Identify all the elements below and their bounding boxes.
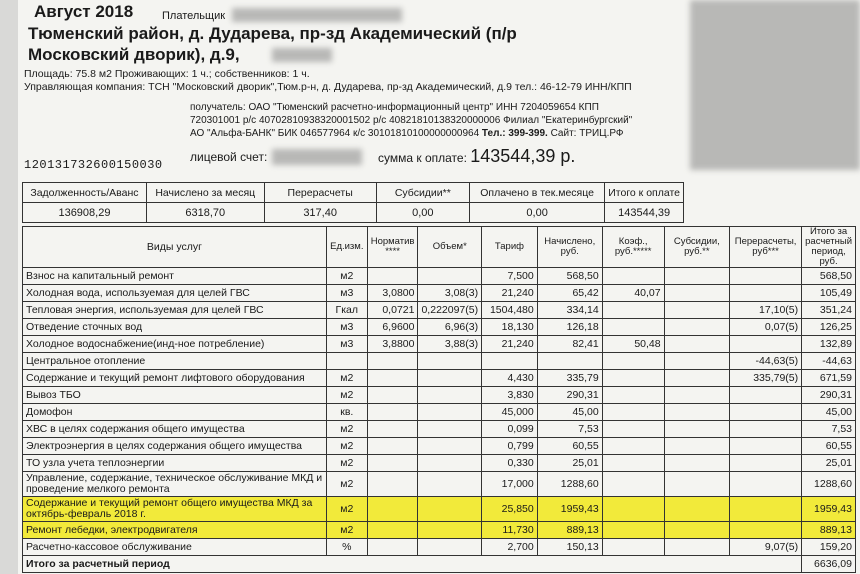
coef (602, 370, 664, 387)
management-company: Управляющая компания: ТСН "Московский дворик",Тюм.р-н, д. Дударева, пр-зд Академический, д.9 тел.: 46-12-79 ИНН/КПП (24, 81, 632, 93)
unit: м2 (326, 455, 367, 472)
unit: м2 (326, 438, 367, 455)
table-row (23, 421, 856, 438)
amount-due-label: сумма к оплате: (378, 151, 467, 165)
volume (418, 268, 482, 285)
table-row (23, 539, 856, 556)
billing-month: Август 2018 (34, 2, 134, 21)
service-name: Холодное водоснабжение(инд-ное потребление) (23, 336, 327, 353)
unit: м2 (326, 472, 367, 497)
table-row (23, 438, 856, 455)
recipient-line-3 (190, 128, 624, 139)
unit: м3 (326, 319, 367, 336)
col-recalc: Перерасчеты, руб*** (730, 227, 802, 268)
tariff: 7,500 (482, 268, 538, 285)
unit: м2 (326, 387, 367, 404)
col-coef: Коэф., руб.***** (602, 227, 664, 268)
subsidy (664, 455, 729, 472)
norm (367, 268, 418, 285)
norm (367, 387, 418, 404)
charged (537, 353, 602, 370)
unit: кв. (326, 404, 367, 421)
col-service: Виды услуг (23, 227, 327, 268)
table-row (23, 472, 856, 497)
service-name: Домофон (23, 404, 327, 421)
table-row (23, 319, 856, 336)
unit: м2 (326, 522, 367, 539)
norm (367, 522, 418, 539)
unit: м2 (326, 268, 367, 285)
recalc (730, 438, 802, 455)
summary-header: Перерасчеты (264, 183, 376, 203)
service-name: Управление, содержание, техническое обслуживание МКД и проведение мелкого ремонта (23, 472, 327, 497)
table-row (23, 336, 856, 353)
subsidy (664, 522, 729, 539)
row-total: 671,59 (802, 370, 856, 387)
redacted-payer-name (232, 8, 402, 22)
recipient-line-2: 720301001 р/с 40702810938320001502 р/с 40821810138320000006 Филиал "Екатеринбургский" (190, 115, 633, 126)
charged: 334,14 (537, 302, 602, 319)
summary-header: Оплачено в тек.месяце (469, 183, 604, 203)
tariff: 2,700 (482, 539, 538, 556)
norm (367, 497, 418, 522)
coef (602, 319, 664, 336)
coef: 40,07 (602, 285, 664, 302)
volume (418, 370, 482, 387)
row-total: 1288,60 (802, 472, 856, 497)
table-row (23, 387, 856, 404)
volume (418, 539, 482, 556)
recalc: 9,07(5) (730, 539, 802, 556)
subsidy-value: 0,00 (376, 203, 469, 223)
volume (418, 472, 482, 497)
charged: 290,31 (537, 387, 602, 404)
tariff: 25,850 (482, 497, 538, 522)
coef (602, 404, 664, 421)
charged: 45,00 (537, 404, 602, 421)
period-total-label: Итого за расчетный период (23, 556, 802, 573)
subsidy (664, 302, 729, 319)
norm: 3,8800 (367, 336, 418, 353)
service-name: ТО узла учета теплоэнергии (23, 455, 327, 472)
unit: м2 (326, 497, 367, 522)
norm (367, 438, 418, 455)
address-line-1: Тюменский район, д. Дударева, пр-зд Академический (п/р (28, 24, 517, 43)
period-total-row (23, 556, 856, 573)
subsidy (664, 370, 729, 387)
total-due-value: 143544,39 (605, 203, 684, 223)
service-name: Тепловая энергия, используемая для целей ГВС (23, 302, 327, 319)
volume (418, 353, 482, 370)
address-line-2: Московский дворик), д.9, (28, 45, 240, 64)
redacted-apartment (272, 48, 332, 62)
coef (602, 268, 664, 285)
service-name: ХВС в целях содержания общего имущества (23, 421, 327, 438)
charged: 65,42 (537, 285, 602, 302)
summary-values (23, 203, 684, 223)
unit: Гкал (326, 302, 367, 319)
table-row (23, 497, 856, 522)
period-total-value: 6636,09 (802, 556, 856, 573)
norm (367, 421, 418, 438)
charged-value: 6318,70 (146, 203, 264, 223)
tariff: 21,240 (482, 285, 538, 302)
charged: 889,13 (537, 522, 602, 539)
service-name: Расчетно-кассовое обслуживание (23, 539, 327, 556)
website: Сайт: ТРИЦ.РФ (550, 128, 624, 139)
col-norm: Норматив **** (367, 227, 418, 268)
recalc: 0,07(5) (730, 319, 802, 336)
redacted-account-number (272, 149, 362, 165)
table-row (23, 285, 856, 302)
recalc (730, 285, 802, 302)
row-total: -44,63 (802, 353, 856, 370)
recalc (730, 387, 802, 404)
summary-header: Субсидии** (376, 183, 469, 203)
row-total: 1959,43 (802, 497, 856, 522)
subsidy (664, 353, 729, 370)
col-total: Итого за расчетный период, руб. (802, 227, 856, 268)
charged: 126,18 (537, 319, 602, 336)
charged: 1288,60 (537, 472, 602, 497)
recalc-value: 317,40 (264, 203, 376, 223)
charged: 7,53 (537, 421, 602, 438)
table-row (23, 268, 856, 285)
volume (418, 438, 482, 455)
charged: 1959,43 (537, 497, 602, 522)
coef (602, 539, 664, 556)
table-row (23, 455, 856, 472)
phone: Тел.: 399-399. (481, 128, 548, 139)
summary-header: Итого к оплате (605, 183, 684, 203)
table-row (23, 404, 856, 421)
volume: 6,96(3) (418, 319, 482, 336)
unit: % (326, 539, 367, 556)
norm: 0,0721 (367, 302, 418, 319)
volume (418, 387, 482, 404)
recalc (730, 455, 802, 472)
table-row (23, 522, 856, 539)
tariff: 45,000 (482, 404, 538, 421)
volume (418, 497, 482, 522)
row-total: 351,24 (802, 302, 856, 319)
volume (418, 421, 482, 438)
barcode-number: 120131732600150030 (24, 158, 163, 172)
charged: 82,41 (537, 336, 602, 353)
recalc (730, 421, 802, 438)
table-row (23, 353, 856, 370)
charged: 25,01 (537, 455, 602, 472)
coef (602, 438, 664, 455)
recalc (730, 336, 802, 353)
col-volume: Объем* (418, 227, 482, 268)
norm (367, 370, 418, 387)
norm: 6,9600 (367, 319, 418, 336)
row-total: 25,01 (802, 455, 856, 472)
unit: м2 (326, 421, 367, 438)
charged: 60,55 (537, 438, 602, 455)
row-total: 7,53 (802, 421, 856, 438)
col-unit: Ед.изм. (326, 227, 367, 268)
area-info: Площадь: 75.8 м2 Проживающих: 1 ч.; собственников: 1 ч. (24, 68, 310, 80)
norm (367, 455, 418, 472)
subsidy (664, 438, 729, 455)
norm (367, 539, 418, 556)
services-header-row (23, 227, 856, 268)
account-label: лицевой счет: (190, 150, 268, 164)
recalc (730, 472, 802, 497)
coef (602, 497, 664, 522)
subsidy (664, 319, 729, 336)
row-total: 568,50 (802, 268, 856, 285)
summary-header: Начислено за месяц (146, 183, 264, 203)
volume (418, 404, 482, 421)
unit: м3 (326, 336, 367, 353)
service-name: Содержание и текущий ремонт общего имущества МКД за октябрь-февраль 2018 г. (23, 497, 327, 522)
volume: 3,88(3) (418, 336, 482, 353)
tariff: 4,430 (482, 370, 538, 387)
recipient-line-1: получатель: ОАО "Тюменский расчетно-информационный центр" ИНН 7204059654 КПП (190, 102, 599, 113)
coef (602, 353, 664, 370)
subsidy (664, 268, 729, 285)
col-subsidy: Субсидии, руб.** (664, 227, 729, 268)
service-name: Вывоз ТБО (23, 387, 327, 404)
tariff: 3,830 (482, 387, 538, 404)
payer-label: Плательщик (162, 10, 226, 22)
row-total: 60,55 (802, 438, 856, 455)
row-total: 159,20 (802, 539, 856, 556)
unit: м3 (326, 285, 367, 302)
redacted-qr-area (690, 0, 860, 170)
service-name: Взнос на капитальный ремонт (23, 268, 327, 285)
recalc (730, 404, 802, 421)
unit (326, 353, 367, 370)
subsidy (664, 472, 729, 497)
tariff: 1504,480 (482, 302, 538, 319)
subsidy (664, 539, 729, 556)
tariff: 11,730 (482, 522, 538, 539)
row-total: 290,31 (802, 387, 856, 404)
coef (602, 421, 664, 438)
tariff: 21,240 (482, 336, 538, 353)
volume: 0,222097(5) (418, 302, 482, 319)
col-charged: Начислено, руб. (537, 227, 602, 268)
tariff: 0,330 (482, 455, 538, 472)
table-row (23, 302, 856, 319)
row-total: 126,25 (802, 319, 856, 336)
row-total: 105,49 (802, 285, 856, 302)
tariff: 0,799 (482, 438, 538, 455)
volume (418, 522, 482, 539)
charged: 568,50 (537, 268, 602, 285)
summary-header: Задолженность/Аванс (23, 183, 147, 203)
subsidy (664, 336, 729, 353)
service-name: Содержание и текущий ремонт лифтового оборудования (23, 370, 327, 387)
service-name: Холодная вода, используемая для целей ГВС (23, 285, 327, 302)
norm (367, 472, 418, 497)
row-total: 132,89 (802, 336, 856, 353)
tariff: 0,099 (482, 421, 538, 438)
subsidy (664, 421, 729, 438)
recalc: -44,63(5) (730, 353, 802, 370)
subsidy (664, 497, 729, 522)
table-row (23, 370, 856, 387)
coef (602, 387, 664, 404)
row-total: 889,13 (802, 522, 856, 539)
debt-value: 136908,29 (23, 203, 147, 223)
recalc (730, 522, 802, 539)
coef (602, 455, 664, 472)
subsidy (664, 285, 729, 302)
service-name: Центральное отопление (23, 353, 327, 370)
subsidy (664, 404, 729, 421)
volume (418, 455, 482, 472)
coef (602, 302, 664, 319)
paid-value: 0,00 (469, 203, 604, 223)
tariff (482, 353, 538, 370)
recalc (730, 268, 802, 285)
norm (367, 353, 418, 370)
services-table (22, 226, 856, 573)
tariff: 18,130 (482, 319, 538, 336)
row-total: 45,00 (802, 404, 856, 421)
coef: 50,48 (602, 336, 664, 353)
recalc: 335,79(5) (730, 370, 802, 387)
norm: 3,0800 (367, 285, 418, 302)
unit: м2 (326, 370, 367, 387)
service-name: Электроэнергия в целях содержания общего имущества (23, 438, 327, 455)
col-tariff: Тариф (482, 227, 538, 268)
volume: 3,08(3) (418, 285, 482, 302)
summary-headers (23, 183, 684, 203)
summary-table (22, 182, 684, 223)
tariff: 17,000 (482, 472, 538, 497)
bank-details: АО "Альфа-БАНК" БИК 046577964 к/с 30101810100000000964 (190, 128, 480, 139)
recalc: 17,10(5) (730, 302, 802, 319)
amount-due (378, 146, 575, 167)
charged: 150,13 (537, 539, 602, 556)
norm (367, 404, 418, 421)
coef (602, 472, 664, 497)
charged: 335,79 (537, 370, 602, 387)
amount-due-value: 143544,39 р. (470, 146, 576, 166)
subsidy (664, 387, 729, 404)
service-name: Ремонт лебедки, электродвигателя (23, 522, 327, 539)
service-name: Отведение сточных вод (23, 319, 327, 336)
coef (602, 522, 664, 539)
recalc (730, 497, 802, 522)
